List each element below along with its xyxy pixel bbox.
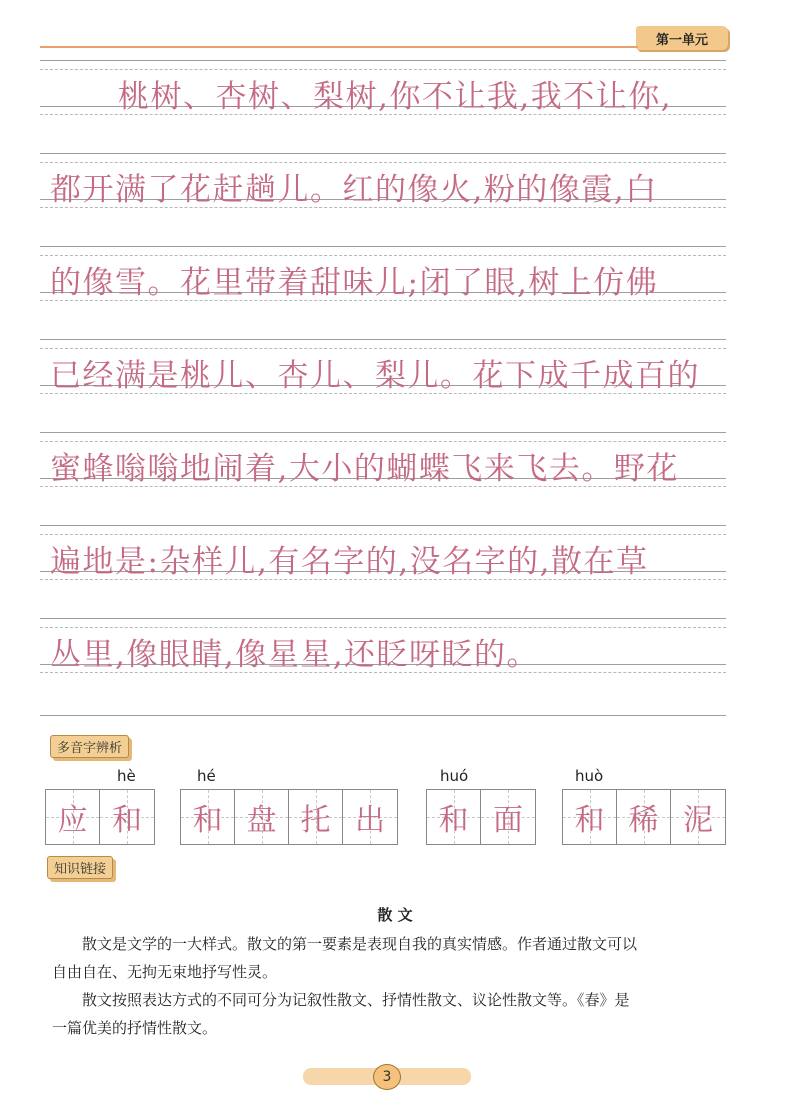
char-cell: 和: [100, 790, 154, 844]
writing-line-text: 桃树、杏树、梨树,你不让我,我不让你,: [118, 79, 673, 115]
writing-line-text: 遍地是:杂样儿,有名字的,没名字的,散在草: [50, 544, 649, 580]
writing-line: [40, 432, 726, 525]
writing-line-text: 的像雪。花里带着甜味儿;闭了眼,树上仿佛: [50, 265, 659, 301]
char-grid-group: [562, 789, 726, 845]
page-number: 3: [373, 1064, 401, 1090]
writing-line: [40, 153, 726, 246]
unit-tab: 第一单元: [636, 26, 728, 50]
writing-line: [40, 60, 726, 153]
paragraph-line: 散文是文学的一大样式。散文的第一要素是表现自我的真实情感。作者通过散文可以: [82, 935, 638, 953]
char-grid-group: [426, 789, 536, 845]
char-grid-group: [45, 789, 155, 845]
article-title: 散 文: [377, 906, 413, 924]
char-cell: 托: [289, 790, 343, 844]
writing-line-text: 都开满了花赶趟儿。红的像火,粉的像霞,白: [50, 172, 658, 208]
char-cell: 盘: [235, 790, 289, 844]
writing-line-text: 已经满是桃儿、杏儿、梨儿。花下成千成百的: [50, 358, 700, 394]
writing-line: [40, 618, 726, 711]
char-cell: 和: [181, 790, 235, 844]
char-cell: 和: [563, 790, 617, 844]
pinyin-label: hè: [117, 767, 136, 785]
writing-line: [40, 339, 726, 432]
char-grid-group: [180, 789, 398, 845]
writing-line-text: 丛里,像眼睛,像星星,还眨呀眨的。: [50, 637, 540, 673]
article-paragraph: [52, 930, 726, 986]
knowledge-tag: 知识链接: [47, 856, 113, 879]
char-cell: 出: [343, 790, 397, 844]
paragraph-line: 自由自在、无拘无束地抒写性灵。: [52, 963, 278, 981]
char-cell: 应: [46, 790, 100, 844]
pinyin-label: huò: [575, 767, 604, 785]
char-cell: 面: [481, 790, 535, 844]
writing-line: [40, 525, 726, 618]
header-rule: [40, 46, 638, 48]
paragraph-line: 一篇优美的抒情性散文。: [52, 1019, 218, 1037]
writing-line-text: 蜜蜂嗡嗡地闹着,大小的蝴蝶飞来飞去。野花: [50, 451, 679, 487]
char-cell: 稀: [617, 790, 671, 844]
pinyin-label: huó: [440, 767, 469, 785]
article-paragraph: [52, 986, 726, 1042]
pinyin-label: hé: [197, 767, 216, 785]
paragraph-line: 散文按照表达方式的不同可分为记叙性散文、抒情性散文、议论性散文等。《春》是: [82, 991, 630, 1009]
copybook-writing-area: [40, 60, 726, 711]
char-cell: 和: [427, 790, 481, 844]
char-cell: 泥: [671, 790, 725, 844]
writing-line: [40, 246, 726, 339]
writing-bottom-rule: [40, 715, 726, 716]
polyphone-tag: 多音字辨析: [50, 735, 129, 758]
